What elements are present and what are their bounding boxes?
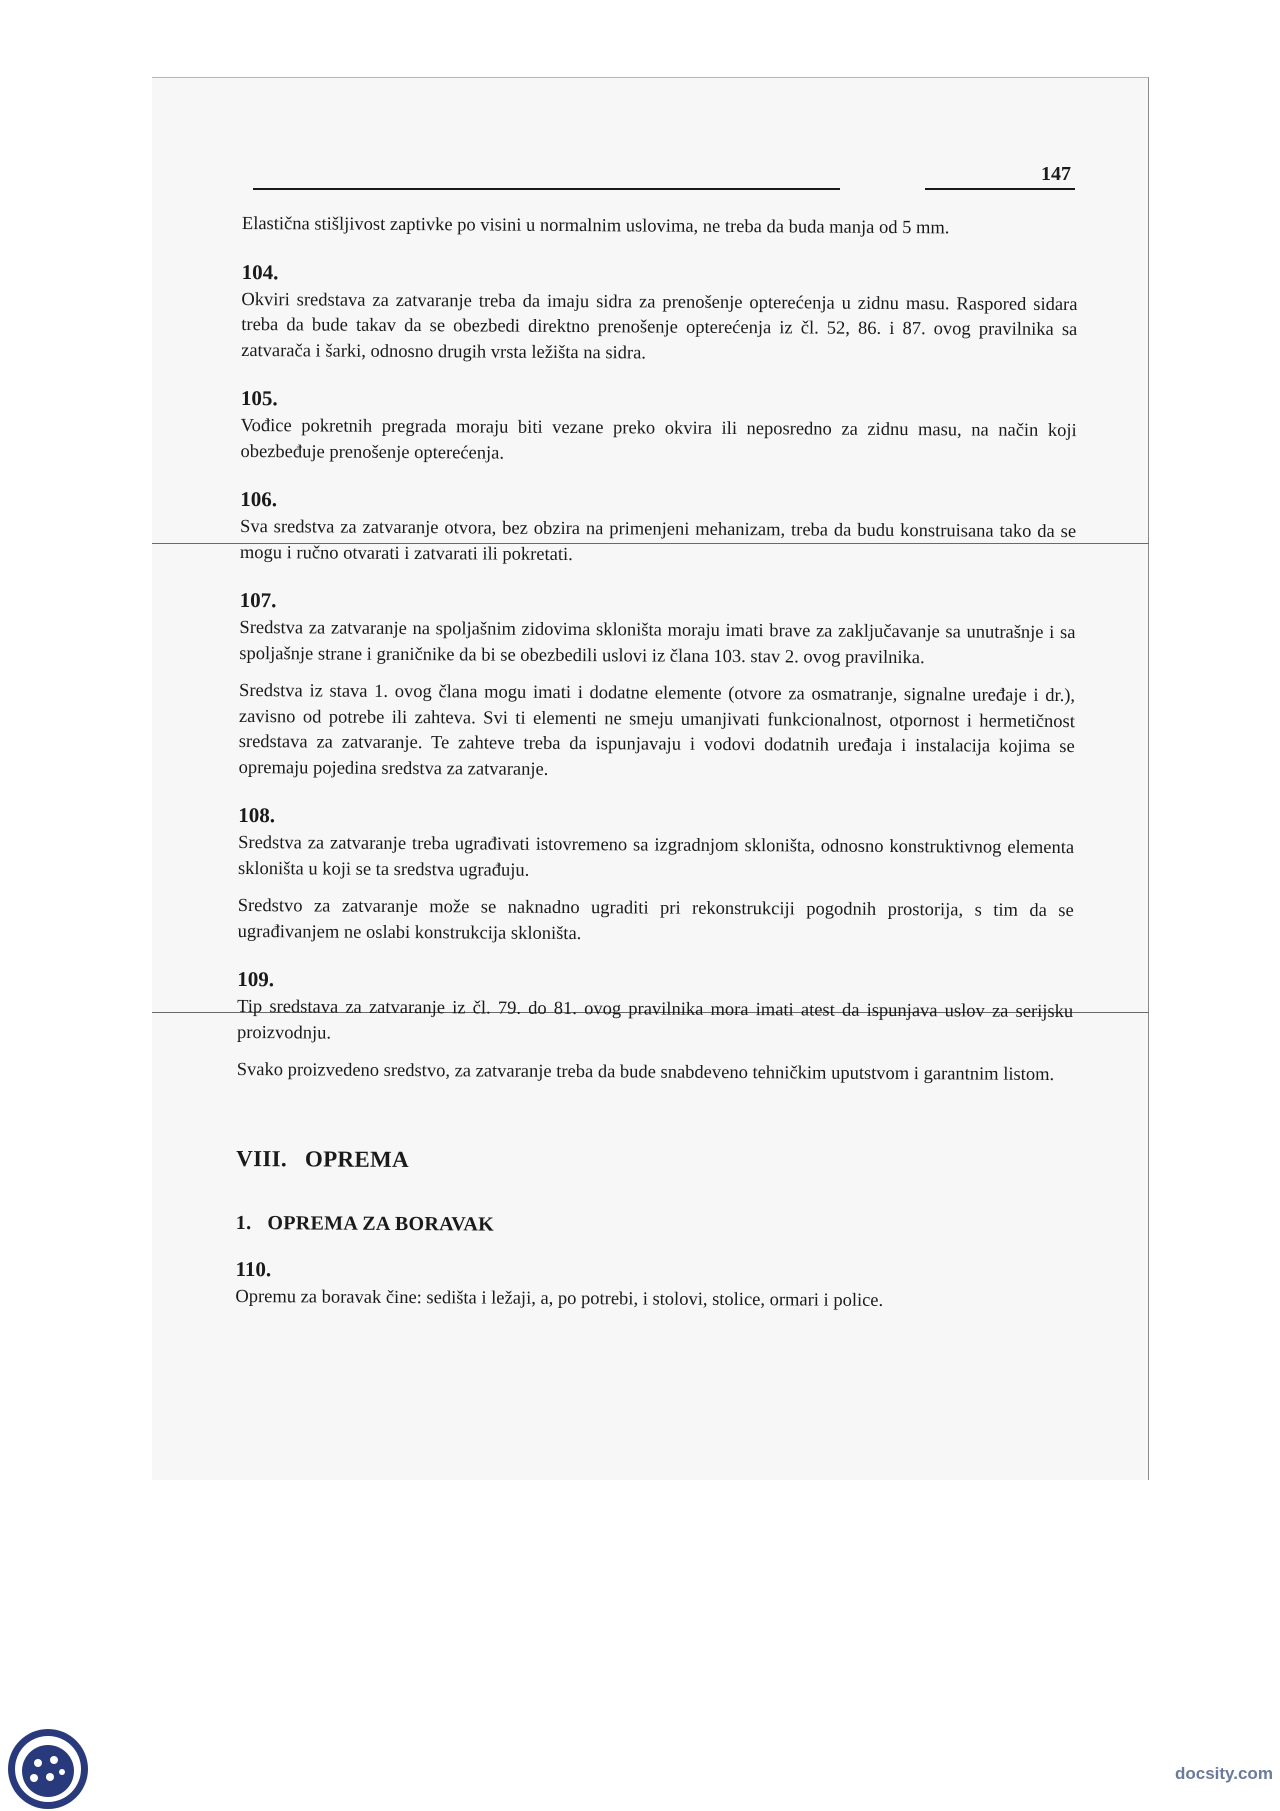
header-rule-left bbox=[253, 188, 840, 190]
paragraph: Sredstva za zatvaranje treba ugrađivati istovremeno sa izgradnjom skloništa, odnosno konstruktivnog elementa skloništa u koji se ta sredstva ugrađuju. bbox=[237, 832, 1075, 881]
paragraph: Svako proizvedeno sredstvo, za zatvaranje treba da bude snabdeveno tehničkim uputstvom i garantnim listom. bbox=[236, 1059, 1055, 1085]
paragraph: Okviri sredstava za zatvaranje treba da imaju sidra za prenošenje opterećenja u zidnu masu. Raspored sidara treba da bude takav da se obezbedi direktno prenošenje opterećenja iz čl. 52, 86. i 87. ovog pravilnika sa zatvarača i šarki, odnosno drugih vrsta ležišta na sidra. bbox=[241, 289, 1078, 363]
paragraph: Sredstvo za zatvaranje može se naknadno ugraditi pri rekonstrukciji pogodnih prostorija, s tim da se ugrađivanjem ne oslabi konstrukcija skloništa. bbox=[237, 895, 1074, 944]
article-number: 108. bbox=[238, 802, 276, 828]
paragraph: Sredstva iz stava 1. ovog člana mogu imati i dodatne elemente (otvore za osmatranje, signalne uređaje i dr.), zavisno od potrebe ili zahteva. Svi ti elementi ne smeju umanjivati funkcionalnost, otpornost i hermetičnost sredstava za zatvaranje. Te zahteve treba da ispunjavaju i vodovi dodatnih uređaja i instalacija kojima se opremaju pojedina sredstva za zatvaranje. bbox=[238, 680, 1076, 780]
page-number: 147 bbox=[1041, 163, 1071, 185]
article-number: 109. bbox=[237, 966, 275, 992]
chapter-number: VIII. bbox=[236, 1145, 288, 1171]
section-heading bbox=[236, 1211, 1072, 1239]
chapter-title: OPREMA bbox=[304, 1145, 410, 1172]
docsity-logo-icon[interactable] bbox=[4, 1727, 90, 1811]
section-title: OPREMA ZA BORAVAK bbox=[267, 1211, 495, 1236]
article-number: 105. bbox=[240, 385, 278, 411]
paragraph: Vođice pokretnih pregrada moraju biti vezane preko okvira ili neposredno za zidnu masu, na način koji obezbeđuje prenošenje opterećenja. bbox=[240, 415, 1077, 464]
paragraph: Elastična stišljivost zaptivke po visini u normalnim uslovima, ne treba da buda manja od 5 mm. bbox=[241, 213, 950, 239]
paragraph: Opremu za boravak čine: sedišta i ležaji, a, po potrebi, i stolovi, stolice, ormari i police. bbox=[235, 1286, 884, 1311]
article-number: 110. bbox=[235, 1256, 272, 1281]
article-number: 104. bbox=[241, 259, 279, 284]
document-body bbox=[235, 212, 1078, 1315]
article-number: 106. bbox=[240, 486, 278, 512]
paragraph: Sredstva za zatvaranje na spoljašnim zidovima skloništa moraju imati brave za zaključavanje sa unutrašnje i sa spoljašnje strane i graničnike da bi se obezbedili uslovi iz člana 103. stav 2. ovog pravilnika. bbox=[239, 617, 1076, 668]
paragraph: Sva sredstva za zatvaranje otvora, bez obzira na primenjeni mehanizam, treba da budu konstruisana tako da se mogu i ručno otvarati i zatvarati ili pokretati. bbox=[239, 516, 1077, 565]
section-number: 1. bbox=[235, 1211, 252, 1234]
article-number: 107. bbox=[239, 587, 277, 613]
docsity-brand[interactable]: docsity.com bbox=[1175, 1764, 1273, 1783]
paragraph: Tip sredstava za zatvaranje iz čl. 79. do 81. ovog pravilnika mora imati atest da ispunjava uslov za serijsku proizvodnju. bbox=[236, 996, 1074, 1044]
chapter-heading bbox=[236, 1145, 1072, 1176]
header-rule-right bbox=[925, 188, 1075, 190]
